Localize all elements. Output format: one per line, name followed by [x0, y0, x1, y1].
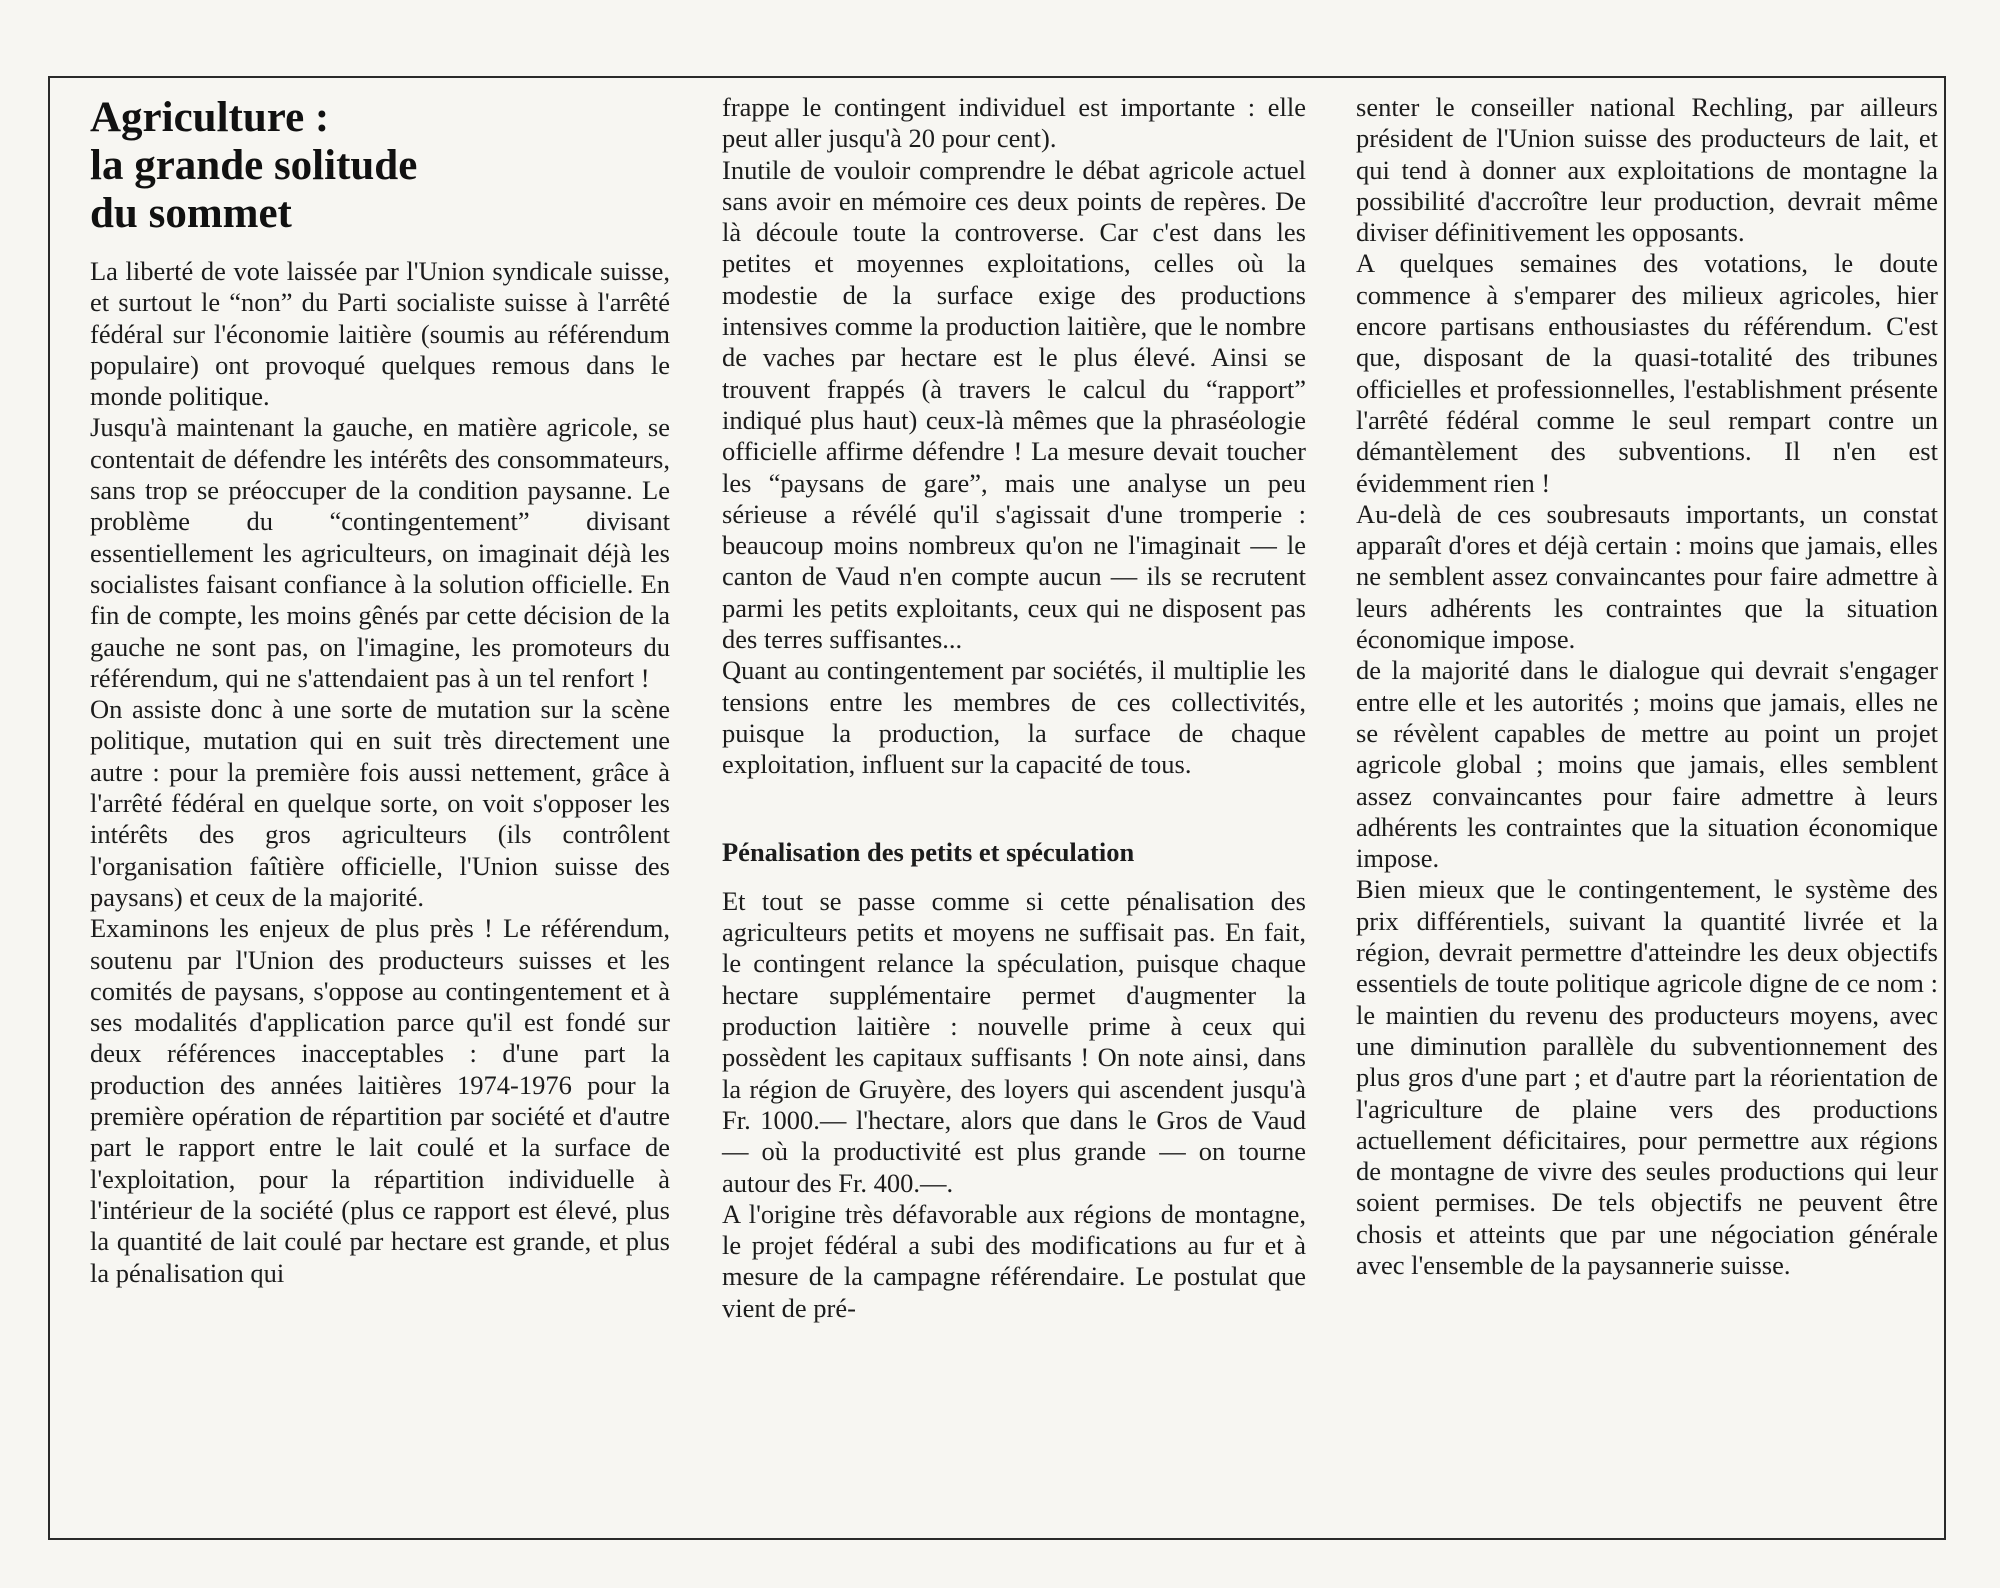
paragraph: Bien mieux que le contingentement, le système des prix différentiels, suivant la quantité livrée et la région, devrait permettre d'atteindre les deux objectifs essentiels de toute politique agricole digne de ce nom : le maintien du revenu des producteurs moyens, avec une diminution parallèle du subventionnement des plus gros d'une part ; et d'autre part la réorientation de l'agriculture de plaine vers des productions actuellement déficitaires, pour permettre aux régions de montagne de vivre des seules productions qui leur soient permises. De tels objectifs ne peuvent être chosis et atteints que par une négociation générale avec l'ensemble de la paysannerie suisse. — [1356, 874, 1938, 1280]
headline-line: la grande solitude — [90, 142, 418, 189]
paragraph: Examinons les enjeux de plus près ! Le référendum, soutenu par l'Union des producteurs suisses et les comités de paysans, s'oppose au contingentement et à ses modalités d'application parce qu'il est fondé sur deux références inacceptables : d'une part la production des années laitières 1974-1976 pour la première opération de répartition par société et d'autre part le rapport entre le lait coulé et la surface de l'exploitation, pour la répartition individuelle à l'intérieur de la société (plus ce rapport est élevé, plus la quantité de lait coulé par hectare est grande, et plus la pénalisation qui — [90, 913, 670, 1288]
section-subheading: Pénalisation des petits et spéculation — [722, 836, 1135, 867]
paragraph: Jusqu'à maintenant la gauche, en matière agricole, se contentait de défendre les intérêts des consommateurs, sans trop se préoccuper de la condition paysanne. Le problème du “contingentement” divisant essentiellement les agriculteurs, on imaginait déjà les socialistes faisant confiance à la solution officielle. En fin de compte, les moins gênés par cette décision de la gauche ne sont pas, on l'imagine, les promoteurs du référendum, qui ne s'attendaient pas à un tel renfort ! — [90, 412, 670, 693]
article-headline — [90, 94, 670, 238]
paragraph: frappe le contingent individuel est importante : elle peut aller jusqu'à 20 pour cent). — [722, 92, 1306, 154]
paragraph: Au-delà de ces soubresauts importants, un constat apparaît d'ores et déjà certain : moins que jamais, elles ne semblent assez convaincantes pour faire admettre à leurs adhérents les contraintes que la situation économique impose. — [1356, 498, 1938, 655]
paragraph: A l'origine très défavorable aux régions de montagne, le projet fédéral a subi des modifications au fur et à mesure de la campagne référendaire. Le postulat que vient de pré- — [722, 1198, 1306, 1323]
paragraph: Inutile de vouloir comprendre le débat agricole actuel sans avoir en mémoire ces deux points de repères. De là découle toute la controverse. Car c'est dans les petites et moyennes exploitations, celles où la modestie de la surface exige des productions intensives comme la production laitière, que le nombre de vaches par hectare est le plus élevé. Ainsi se trouvent frappés (à travers le calcul du “rapport” indiqué plus haut) ceux-là mêmes que la phraséologie officielle affirme défendre ! La mesure devait toucher les “paysans de gare”, mais une analyse un peu sérieuse a révélé qu'il s'agissait d'une tromperie : beaucoup moins nombreux qu'on ne l'imaginait — le canton de Vaud n'en compte aucun — ils se recrutent parmi les petits exploitants, ceux qui ne disposent pas des terres suffisantes... — [722, 154, 1306, 655]
column-1 — [90, 92, 670, 1289]
column-3 — [1356, 92, 1938, 1281]
paragraph: La liberté de vote laissée par l'Union syndicale suisse, et surtout le “non” du Parti socialiste suisse à l'arrêté fédéral sur l'économie laitière (soumis au référendum populaire) ont provoqué quelques remous dans le monde politique. — [90, 256, 670, 412]
paragraph: Et tout se passe comme si cette pénalisation des agriculteurs petits et moyens ne suffisait pas. En fait, le contingent relance la spéculation, puisque chaque hectare supplémentaire permet d'augmenter la production laitière : nouvelle prime à ceux qui possèdent les capitaux suffisants ! On note ainsi, dans la région de Gruyère, des loyers qui ascendent jusqu'à Fr. 1000.— l'hectare, alors que dans le Gros de Vaud — où la productivité est plus grande — on tourne autour des Fr. 400.—. — [722, 885, 1306, 1198]
paragraph: de la majorité dans le dialogue qui devrait s'engager entre elle et les autorités ; moins que jamais, elles ne se révèlent capables de mettre au point un projet agricole global ; moins que jamais, elles semblent assez convaincantes pour faire admettre à leurs adhérents les contraintes que la situation économique impose. — [1356, 655, 1938, 874]
paragraph: A quelques semaines des votations, le doute commence à s'emparer des milieux agricoles, hier encore partisans enthousiastes du référendum. C'est que, disposant de la quasi-totalité des tribunes officielles et professionnelles, l'establishment présente l'arrêté fédéral comme le seul rempart contre un démantèlement des subventions. Il n'en est évidemment rien ! — [1356, 248, 1938, 498]
paragraph: On assiste donc à une sorte de mutation sur la scène politique, mutation qui en suit très directement une autre : pour la première fois aussi nettement, grâce à l'arrêté fédéral en quelque sorte, on voit s'opposer les intérêts des gros agriculteurs (ils contrôlent l'organisation faîtière officielle, l'Union suisse des paysans) et ceux de la majorité. — [90, 694, 670, 912]
paragraph: senter le conseiller national Rechling, par ailleurs président de l'Union suisse des producteurs de lait, et qui tend à donner aux exploitations de montagne la possibilité d'accroître leur production, devrait même diviser définitivement les opposants. — [1356, 92, 1938, 248]
headline-line: Agriculture : — [90, 94, 330, 141]
paragraph: Quant au contingentement par sociétés, il multiplie les tensions entre les membres de ces collectivités, puisque la production, la surface de chaque exploitation, influent sur la capacité de tous. — [722, 655, 1306, 780]
column-2 — [722, 92, 1306, 1324]
headline-line: du sommet — [90, 190, 292, 237]
